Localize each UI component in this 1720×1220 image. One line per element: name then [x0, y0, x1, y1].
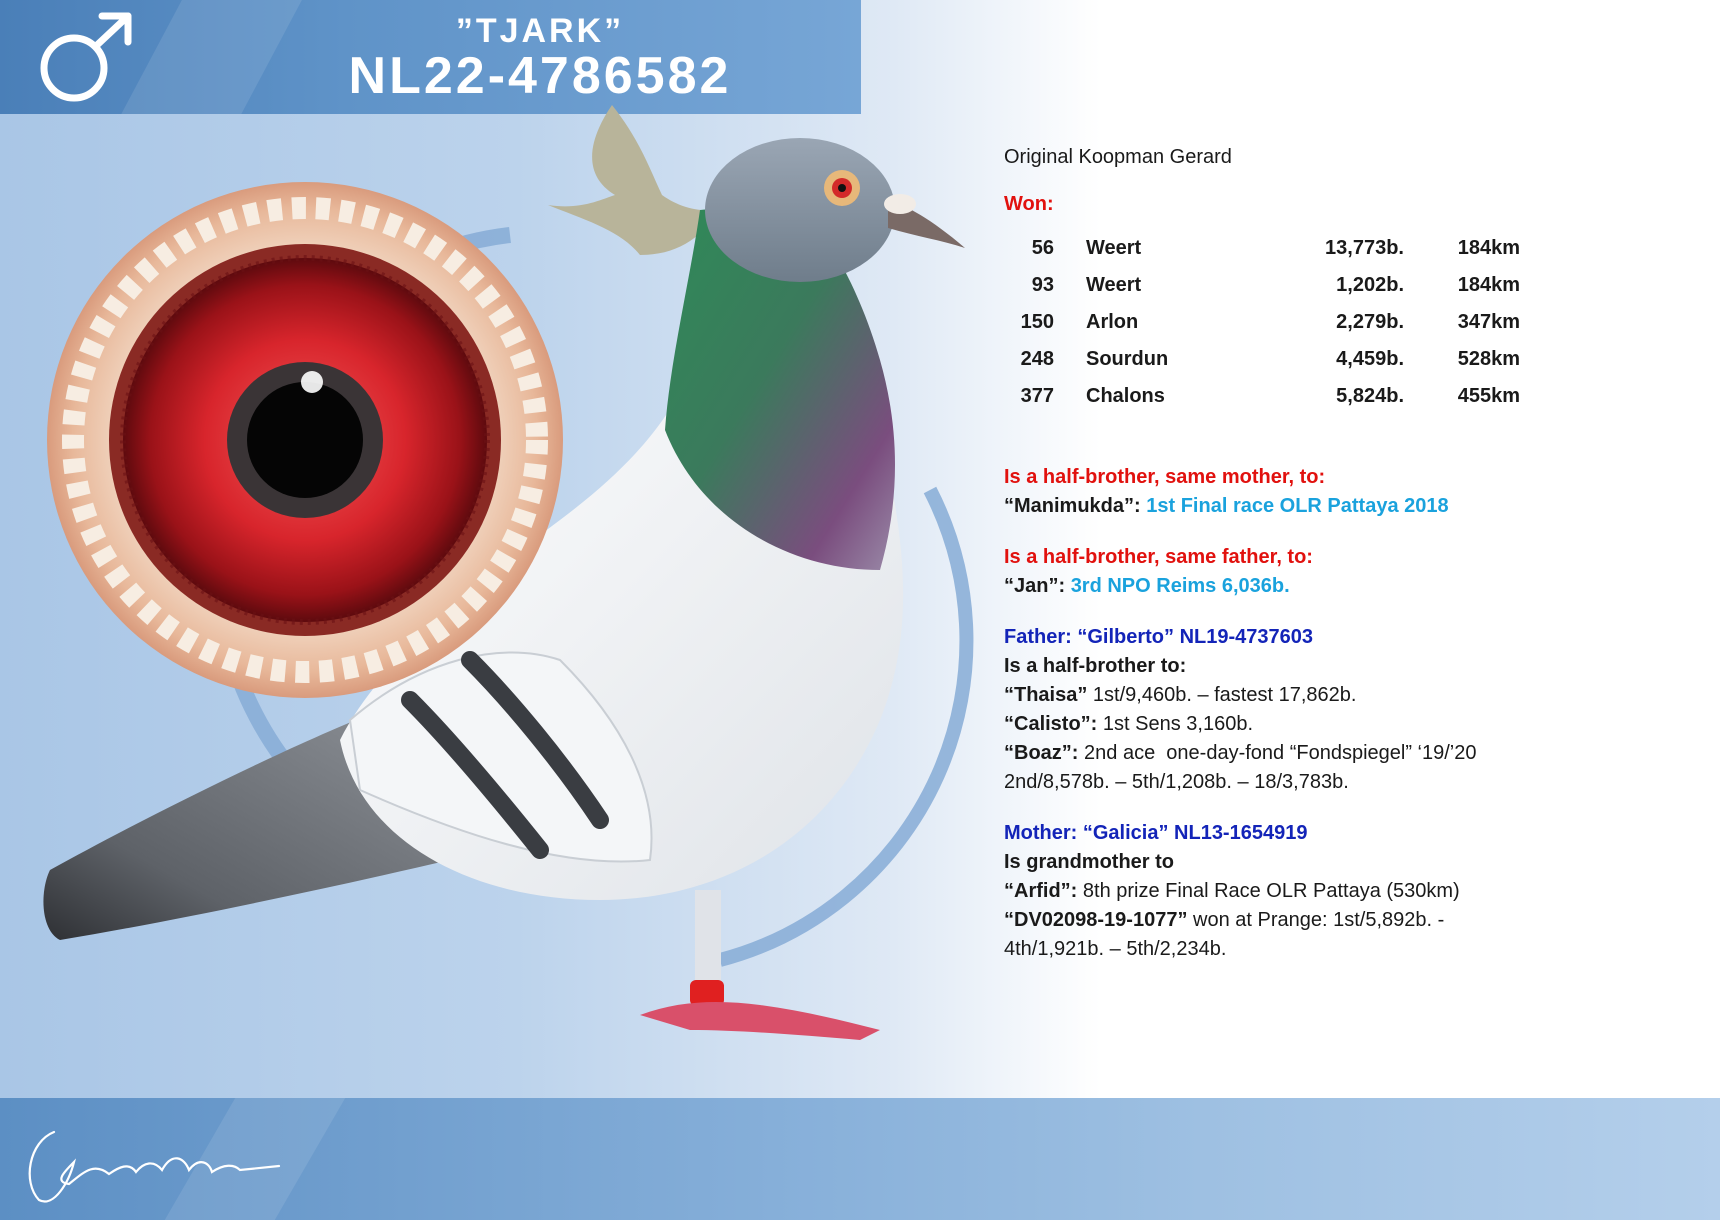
koopman-signature-logo — [14, 1112, 284, 1212]
result-row — [1004, 230, 1694, 267]
relative-name: “Manimukda”: — [1004, 495, 1141, 517]
relative-text: 1st Sens 3,160b. — [1102, 713, 1254, 735]
half-brother-father-line — [1004, 572, 1694, 601]
pigeon-wattle — [884, 194, 916, 214]
father-line — [1004, 681, 1694, 710]
result-distance: 528km — [1457, 348, 1520, 370]
pigeon-artwork — [0, 100, 1000, 1220]
father-continuation: 2nd/8,578b. – 5th/1,208b. – 18/3,783b. — [1004, 771, 1349, 793]
pedigree-info — [1004, 146, 1694, 964]
relative-name: “Jan”: — [1004, 575, 1066, 597]
result-race: Chalons — [1086, 385, 1165, 407]
pigeon-nickname: ”TJARK” — [455, 12, 625, 50]
relative-text: 2nd ace one-day-fond “Fondspiegel” ‘19/’20 — [1084, 742, 1477, 764]
father-line — [1004, 739, 1694, 768]
half-brother-mother-heading: Is a half-brother, same mother, to: — [1004, 466, 1326, 488]
result-row — [1004, 304, 1694, 341]
relative-text: 8th prize Final Race OLR Pattaya (530km) — [1082, 880, 1460, 902]
half-brother-mother-line — [1004, 492, 1694, 521]
relative-text: 1st/9,460b. – fastest 17,862b. — [1092, 684, 1357, 706]
result-position: 377 — [1020, 385, 1054, 407]
relative-achievement: 3rd NPO Reims 6,036b. — [1070, 575, 1290, 597]
ring-number: NL22-4786582 — [348, 47, 732, 105]
flying-bird-logo-icon — [548, 105, 720, 255]
relative-name: “Boaz”: — [1004, 742, 1079, 764]
relative-name: “Calisto”: — [1004, 713, 1098, 735]
father-section — [1004, 623, 1694, 797]
result-position: 150 — [1020, 311, 1054, 333]
pigeon-feet — [640, 1002, 880, 1040]
result-race: Weert — [1086, 237, 1142, 259]
result-birds: 4,459b. — [1336, 348, 1404, 370]
mother-section — [1004, 819, 1694, 964]
result-birds: 1,202b. — [1336, 274, 1404, 296]
father-heading: Father: “Gilberto” NL19-4737603 — [1004, 626, 1313, 648]
relative-achievement: 1st Final race OLR Pattaya 2018 — [1146, 495, 1449, 517]
result-distance: 455km — [1457, 385, 1520, 407]
result-position: 93 — [1031, 274, 1054, 296]
father-subheading: Is a half-brother to: — [1004, 655, 1187, 677]
result-birds: 13,773b. — [1325, 237, 1404, 259]
male-symbol-icon — [36, 8, 140, 106]
half-brother-father-heading: Is a half-brother, same father, to: — [1004, 546, 1313, 568]
relative-name: “Arfid”: — [1004, 880, 1078, 902]
result-position: 56 — [1031, 237, 1054, 259]
header-banner — [0, 0, 861, 114]
result-race: Sourdun — [1086, 348, 1169, 370]
relative-name: “DV02098-19-1077” — [1004, 909, 1188, 931]
eye-closeup — [47, 182, 563, 698]
result-distance: 184km — [1457, 274, 1520, 296]
father-line — [1004, 710, 1694, 739]
relative-text: won at Prange: 1st/5,892b. - — [1193, 909, 1445, 931]
mother-line — [1004, 906, 1694, 935]
result-distance: 184km — [1457, 237, 1520, 259]
mother-subheading: Is grandmother to — [1004, 851, 1175, 873]
mother-heading: Mother: “Galicia” NL13-1654919 — [1004, 822, 1308, 844]
result-race: Weert — [1086, 274, 1142, 296]
result-row — [1004, 378, 1694, 415]
result-row — [1004, 267, 1694, 304]
half-brother-father-section — [1004, 543, 1694, 601]
mother-continuation: 4th/1,921b. – 5th/2,234b. — [1004, 938, 1227, 960]
result-birds: 2,279b. — [1336, 311, 1404, 333]
result-race: Arlon — [1086, 311, 1139, 333]
results-table — [1004, 230, 1694, 415]
result-row — [1004, 341, 1694, 378]
won-label: Won: — [1004, 193, 1054, 215]
result-distance: 347km — [1457, 311, 1520, 333]
breeder-name: Original Koopman Gerard — [1004, 146, 1232, 168]
eye-pupil — [247, 382, 363, 498]
result-birds: 5,824b. — [1336, 385, 1404, 407]
mother-line — [1004, 877, 1694, 906]
relative-name: “Thaisa” — [1004, 684, 1088, 706]
pigeon-head — [705, 138, 895, 282]
result-position: 248 — [1020, 348, 1054, 370]
half-brother-mother-section — [1004, 463, 1694, 521]
